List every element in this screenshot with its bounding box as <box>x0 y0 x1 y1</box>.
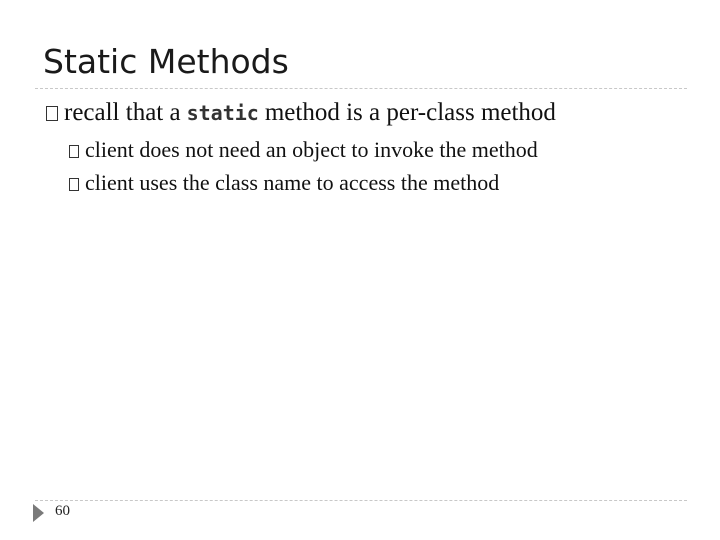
footer-divider <box>35 500 687 501</box>
bullet-text-before: recall that a <box>64 99 181 126</box>
page-number: 60 <box>55 503 70 519</box>
slide-title: Static Methods <box>43 42 289 81</box>
sub-bullet-text: client uses the class name to access the method <box>85 170 500 195</box>
checkbox-bullet-icon <box>46 106 58 121</box>
sub-bullet-text: client does not need an object to invoke the method <box>85 137 538 162</box>
code-keyword: static <box>186 101 259 125</box>
sub-bullet-item <box>69 170 499 196</box>
bullet-text-after: method is a per-class method <box>264 99 556 126</box>
bullet-item <box>46 99 556 127</box>
sub-bullet-item <box>69 137 538 163</box>
title-divider <box>35 88 687 89</box>
checkbox-bullet-icon <box>69 178 79 191</box>
checkbox-bullet-icon <box>69 145 79 158</box>
triangle-marker-icon <box>33 504 44 522</box>
